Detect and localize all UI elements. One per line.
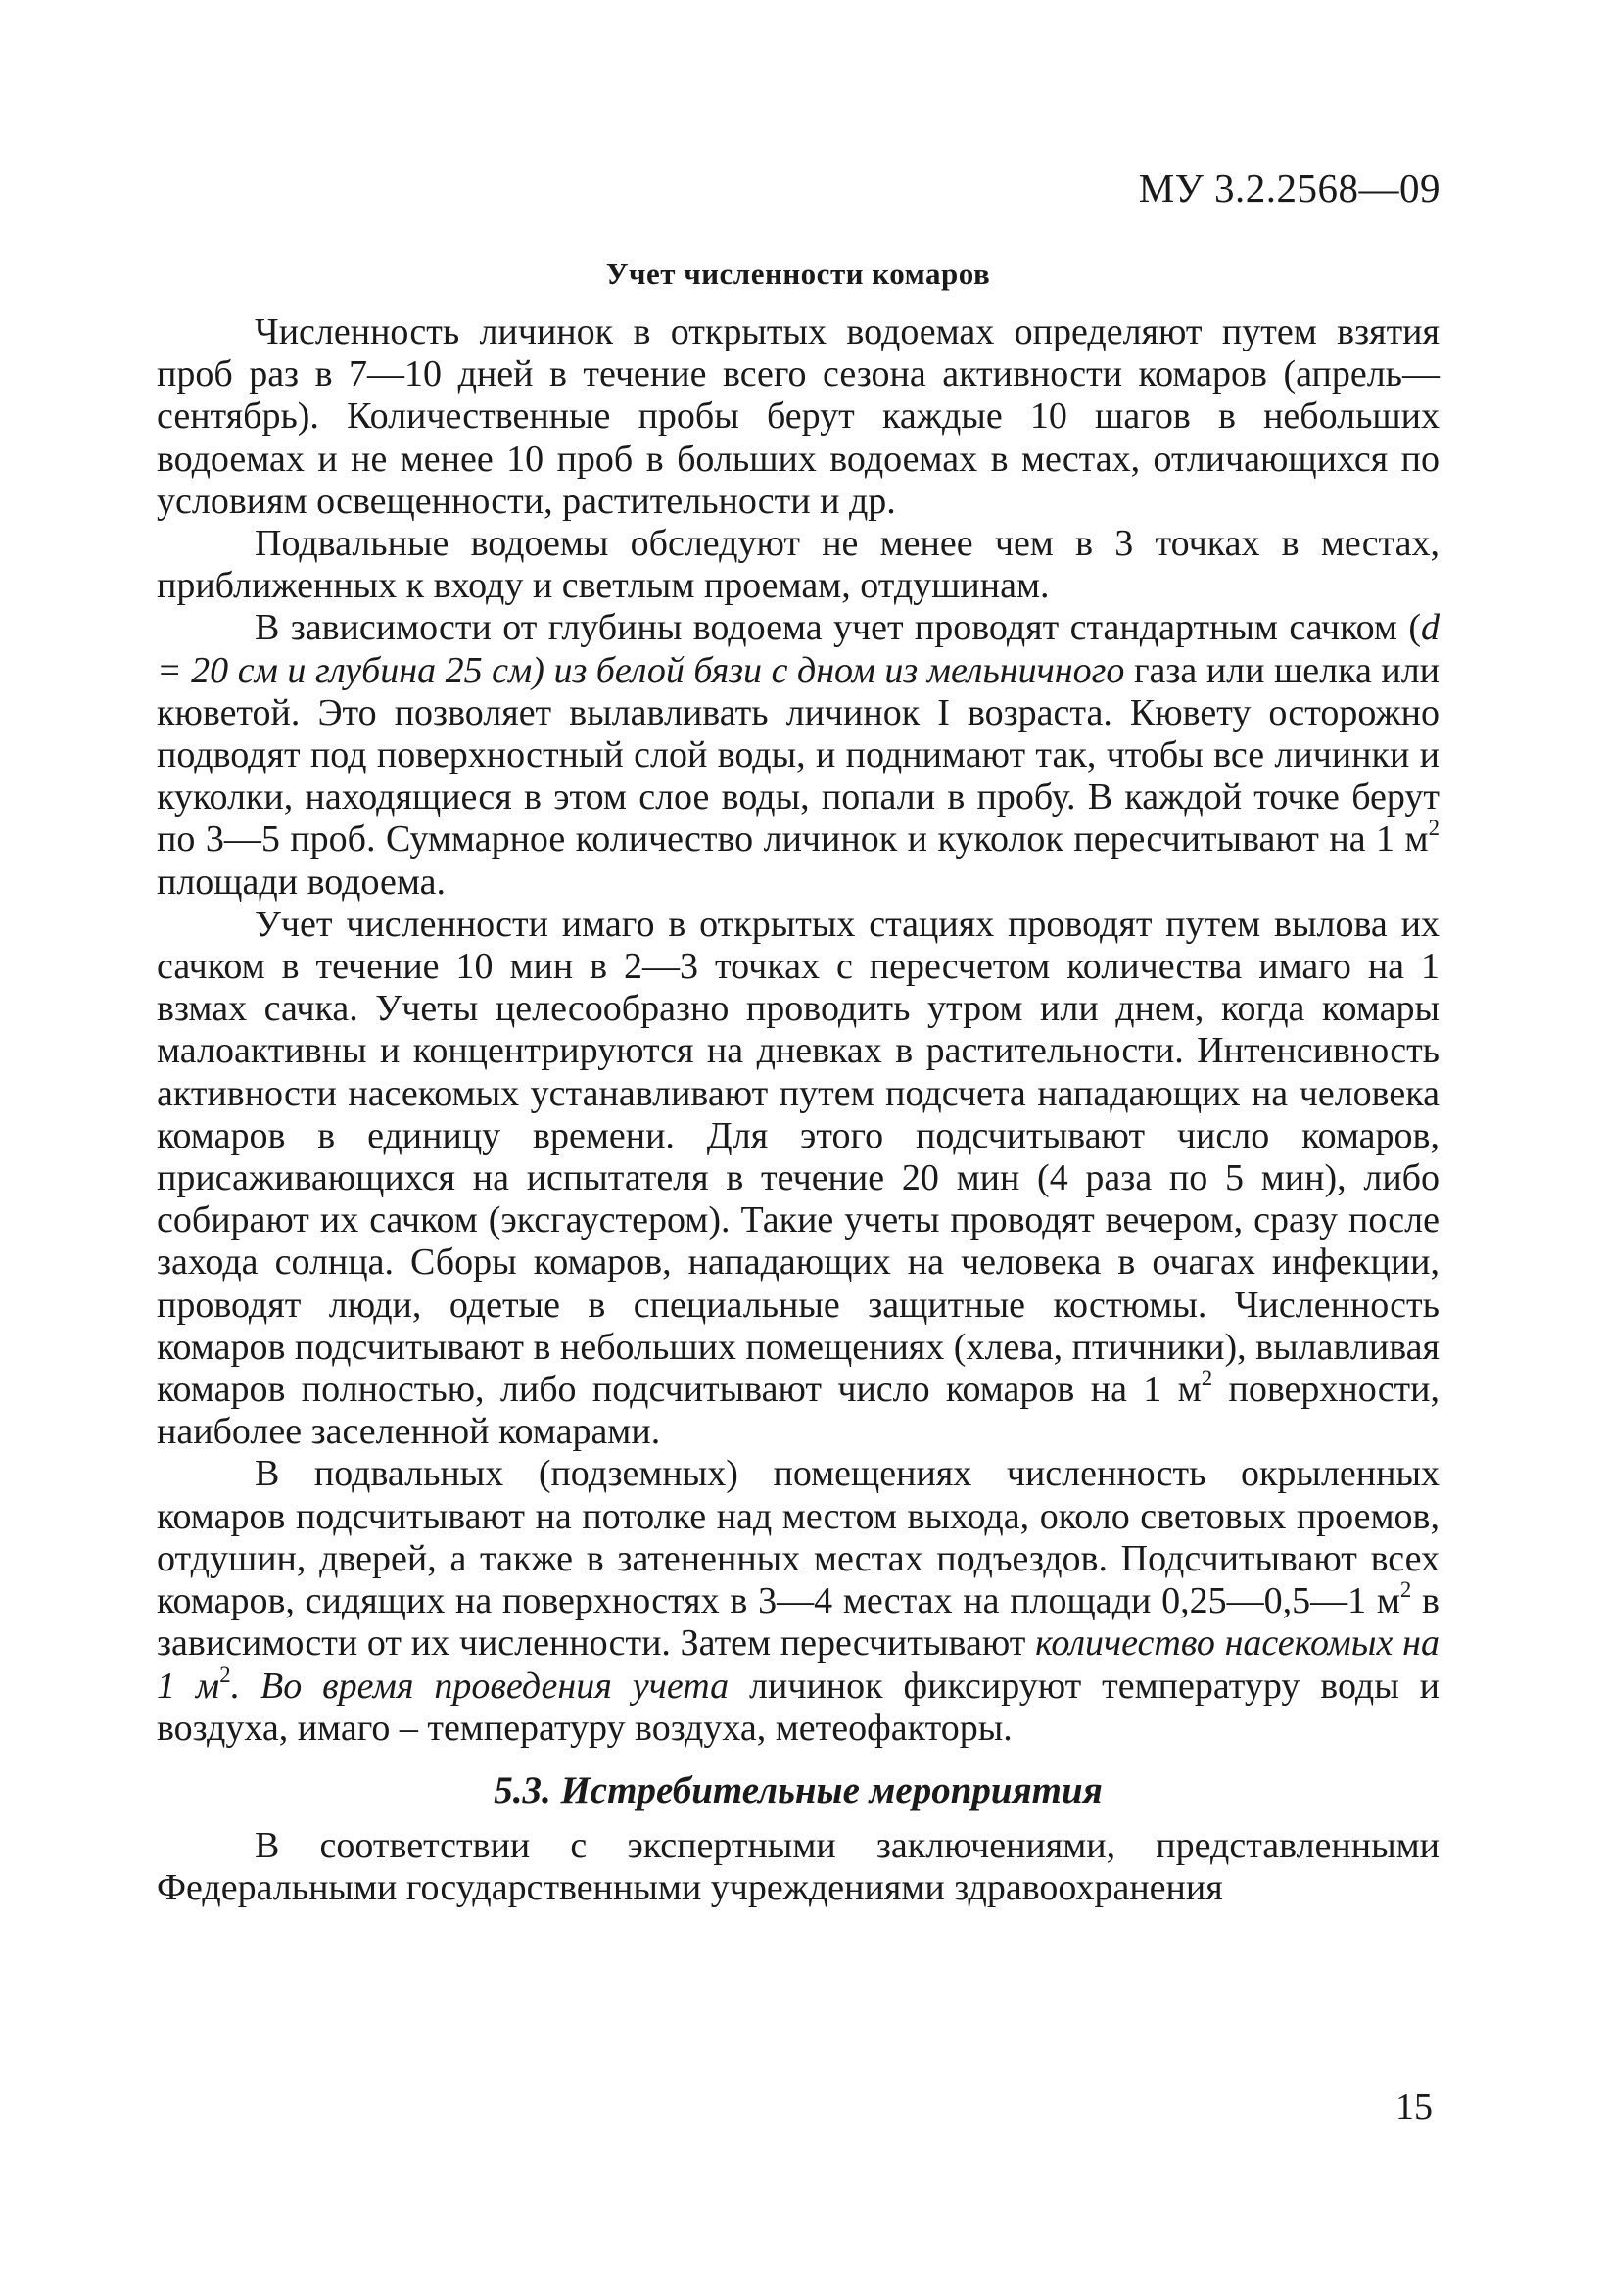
superscript: 2 bbox=[1399, 1577, 1412, 1603]
text-segment: В подвальных (подземных) помещениях численность окрыленных комаров подсчитывают на потолке над местом выхода, около световых проемов, отдушин, дверей, а также в затененных местах подъездов. Подсчитывают всех комаров, сидящих на поверхностях в 3—4 местах на площади 0,25—0,5—1 м bbox=[157, 1453, 1440, 1622]
paragraph-sampling-method bbox=[157, 607, 1440, 903]
text-segment: площади водоема. bbox=[157, 861, 447, 903]
paragraph-larvae-open-water: Численность личинок в открытых водоемах определяют путем взятия проб раз в 7—10 дней в течение всего сезона активности комаров (апрель—сентябрь). Количественные пробы берут каждые 10 шагов в небольших водоемах и не менее 10 проб в больших водоемах в местах, отличающихся по условиям освещенности, растительности и др. bbox=[157, 311, 1440, 522]
subsection-heading: 5.3. Истребительные мероприятия bbox=[494, 1768, 1103, 1811]
italic-segment: d = 20 см и глубина 25 см) из белой бязи с дном из мельничного bbox=[157, 607, 1440, 691]
italic-segment: . Во время проведения учета bbox=[230, 1664, 730, 1707]
text-segment: В зависимости от глубины водоема учет проводят стандартным сачком ( bbox=[255, 607, 1421, 649]
paragraph-basement-water: Подвальные водоемы обследуют не менее чем в 3 точках в местах, приближенных к входу и светлым проемам, отдушинам. bbox=[157, 523, 1440, 607]
text-segment: личинок фиксируют температуру воды и воздуха, имаго – температуру воздуха, метеофакторы. bbox=[157, 1664, 1440, 1749]
paragraph-expert-conclusions: В соответствии с экспертными заключениями, представленными Федеральными государственными учреждениями здравоохранения bbox=[157, 1825, 1440, 1909]
section-heading: Учет численности комаров bbox=[605, 257, 991, 291]
text-segment: Учет численности имаго в открытых стациях проводят путем вылова их сачком в течение 10 мин в 2—3 точках с пересчетом количества имаго на 1 взмах сачка. Учеты целесообразно проводить утром или днем, когда комары малоактивны и концентрируются на дневках в растительности. Интенсивность активности насекомых устанавливают путем подсчета нападающих на человека комаров в единицу времени. Для этого подсчитывают число комаров, присаживающихся на испытателя в течение 20 мин (4 раза по 5 мин), либо собирают их сачком (эксгаустером). Такие учеты проводят вечером, сразу после захода солнца. Сборы комаров, нападающих на человека в очагах инфекции, проводят люди, одетые в специальные защитные костюмы. Численность комаров подсчитывают в небольших помещениях (хлева, птичники), вылавливая комаров полностью, либо подсчитывают число комаров на 1 м bbox=[157, 903, 1440, 1411]
body-text bbox=[157, 311, 1440, 1910]
paragraph-basement-count bbox=[157, 1453, 1440, 1749]
text-segment: газа или шелка или кюветой. Это позволяет вылавливать личинок I возраста. Кювету осторожно подводят под поверхностный слой воды, и поднимают так, чтобы все личинки и куколки, находящиеся в этом слое воды, попали в пробу. В каждой точке берут по 3—5 проб. Суммарное количество личинок и куколок пересчитывают на 1 м bbox=[157, 649, 1440, 861]
superscript: 2 bbox=[1428, 816, 1440, 841]
superscript: 2 bbox=[1201, 1366, 1213, 1391]
text-segment: в зависимости от их численности. Затем пересчитывают bbox=[157, 1580, 1440, 1664]
page-number: 15 bbox=[1395, 2086, 1433, 2128]
text-segment: поверхности, наиболее заселенной комарами. bbox=[157, 1369, 1441, 1453]
document-code: МУ 3.2.2568—09 bbox=[1138, 165, 1441, 211]
superscript: 2 bbox=[219, 1662, 231, 1687]
italic-segment: количество насекомых на 1 м bbox=[157, 1622, 1440, 1707]
paragraph-imago-count bbox=[157, 904, 1440, 1454]
